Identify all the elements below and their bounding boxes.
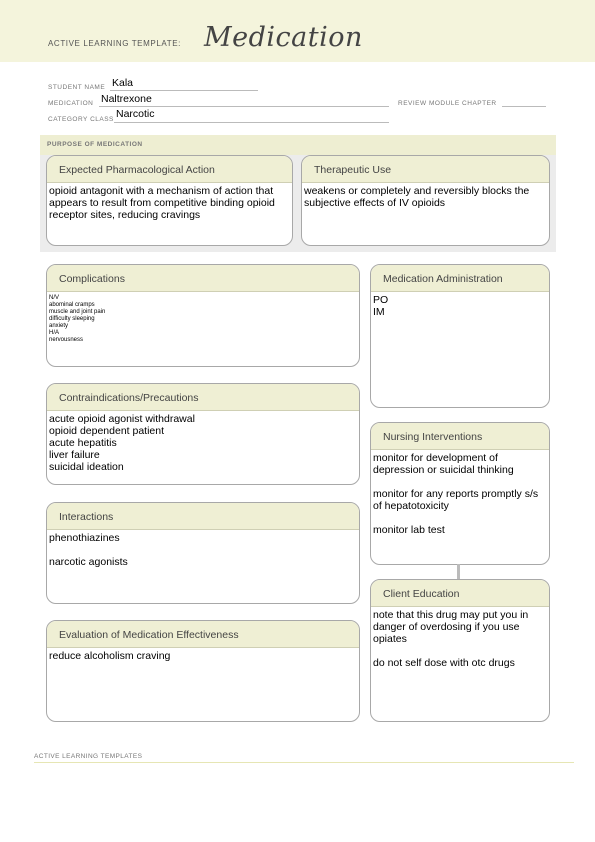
student-name-field[interactable]: Kala [112, 77, 134, 89]
complication-line: N/V [49, 295, 60, 301]
page-title: Medication [204, 22, 363, 53]
interactions-title: Interactions [47, 503, 359, 530]
contraindications-text[interactable] [47, 411, 359, 473]
medication-underline [99, 106, 389, 107]
contraindication-line: acute hepatitis [49, 437, 117, 449]
nursing-interventions-box [370, 422, 550, 565]
complications-text[interactable] [47, 292, 359, 344]
student-name-label: STUDENT NAME [48, 84, 106, 91]
expected-action-title: Expected Pharmacological Action [47, 156, 292, 183]
category-class-label: CATEGORY CLASS [48, 116, 114, 123]
therapeutic-use-text[interactable]: weakens or completely and reversibly blocks the subjective effects of IV opioids [304, 185, 530, 209]
therapeutic-use-box [301, 155, 550, 246]
complications-title: Complications [47, 265, 359, 292]
student-name-underline [110, 90, 258, 91]
complication-line: abominal cramps [49, 302, 95, 308]
client-education-title: Client Education [371, 580, 549, 607]
category-class-field[interactable]: Narcotic [116, 108, 155, 120]
contraindication-line: liver failure [49, 449, 100, 461]
interactions-text[interactable] [47, 530, 359, 568]
education-item: do not self dose with otc drugs [373, 657, 515, 669]
complications-box [46, 264, 360, 367]
nursing-item: monitor for development of depression or suicidal thinking [373, 452, 514, 476]
medication-label: MEDICATION [48, 100, 94, 107]
purpose-section-title: PURPOSE OF MEDICATION [47, 141, 143, 148]
category-class-underline [114, 122, 389, 123]
administration-line: IM [373, 306, 385, 318]
contraindication-line: suicidal ideation [49, 461, 124, 473]
nursing-interventions-text[interactable] [371, 450, 549, 536]
therapeutic-use-title: Therapeutic Use [302, 156, 549, 183]
evaluation-text[interactable]: reduce alcoholism craving [49, 650, 171, 662]
template-label: ACTIVE LEARNING TEMPLATE: [48, 39, 181, 48]
contraindication-line: acute opioid agonist withdrawal [49, 413, 195, 425]
interaction-item: phenothiazines [49, 532, 120, 544]
medication-field[interactable]: Naltrexone [101, 93, 152, 105]
contraindications-box [46, 383, 360, 485]
box-connector [457, 564, 460, 579]
review-module-field[interactable] [502, 106, 546, 107]
footer-label: ACTIVE LEARNING TEMPLATES [34, 753, 143, 760]
administration-box [370, 264, 550, 408]
complication-line: anxiety [49, 323, 69, 329]
complication-line: H/A [49, 330, 60, 336]
interaction-item: narcotic agonists [49, 556, 128, 568]
complication-line: muscle and joint pain [49, 309, 106, 315]
complication-line: nervousness [49, 337, 84, 343]
interactions-box [46, 502, 360, 604]
nursing-item: monitor for any reports promptly s/s of hepatotoxicity [373, 488, 539, 512]
nursing-item: monitor lab test [373, 524, 445, 536]
footer-divider [34, 762, 574, 763]
client-education-box [370, 579, 550, 722]
client-education-text[interactable] [371, 607, 549, 669]
expected-action-text[interactable]: opioid antagonit with a mechanism of action that appears to result from competitive binding opioid receptor sites, reducing cravings [49, 185, 275, 221]
education-item: note that this drug may put you in danger of overdosing if you use opiates [373, 609, 529, 645]
review-module-label: REVIEW MODULE CHAPTER [398, 100, 497, 107]
evaluation-box [46, 620, 360, 722]
nursing-interventions-title: Nursing Interventions [371, 423, 549, 450]
expected-action-box [46, 155, 293, 246]
complication-line: difficulty sleeping [49, 316, 95, 322]
contraindications-title: Contraindications/Precautions [47, 384, 359, 411]
administration-text[interactable] [371, 292, 549, 318]
evaluation-title: Evaluation of Medication Effectiveness [47, 621, 359, 648]
contraindication-line: opioid dependent patient [49, 425, 165, 437]
administration-title: Medication Administration [371, 265, 549, 292]
administration-line: PO [373, 294, 389, 306]
